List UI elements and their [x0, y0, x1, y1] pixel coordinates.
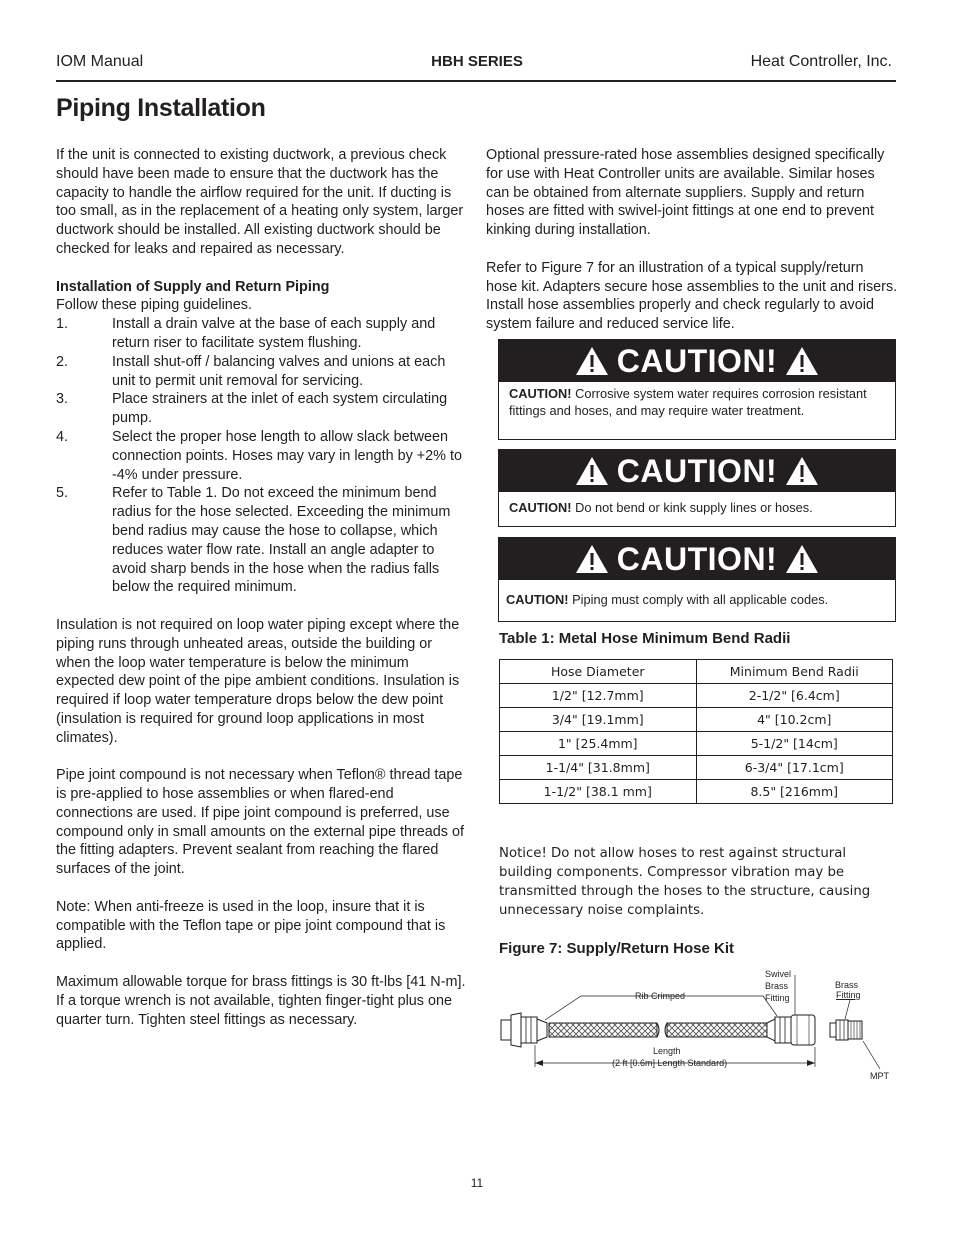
guideline-number: 1. [56, 316, 69, 333]
piping-subheading: Installation of Supply and Return Piping [56, 278, 330, 295]
hose-braid [667, 1023, 767, 1037]
table-cell: 3/4" [19.1mm] [500, 708, 697, 732]
table-header-cell: Hose Diameter [500, 660, 697, 684]
brass-fitting [830, 1020, 862, 1040]
caution-message: Piping must comply with all applicable codes. [572, 592, 829, 607]
warning-triangle-icon [785, 346, 819, 376]
caution-label: CAUTION! [509, 386, 572, 401]
table-row [500, 756, 893, 780]
caution-label: CAUTION! [506, 592, 569, 607]
insulation-paragraph: Insulation is not required on loop water piping except where the piping runs through unheated areas, outside the building or when the loop water temperature is below the minimum expected dew point of the pipe ambient conditions. Insulation is required if loop water temperature drops below the dew point (insulation is required for ground loop applications in most climates). [56, 616, 460, 746]
left-column [56, 146, 470, 1029]
guideline-number: 4. [56, 428, 69, 445]
guideline-number: 2. [56, 353, 69, 370]
compound-paragraph: Pipe joint compound is not necessary when Teflon® thread tape is pre-applied to hose assemblies or when flared-end connections are used. If pipe joint compound is preferred, use compound only in small amounts on the external pipe threads of the fitting adapters. Prevent sealant from reaching the flared surfaces of the joint. [56, 767, 464, 878]
guidelines-intro: Follow these piping guidelines. [56, 297, 252, 314]
caution-box [498, 449, 896, 527]
antifreeze-paragraph: Note: When anti-freeze is used in the loop, insure that it is compatible with the Teflon tape or pipe joint compound that is applied. [56, 898, 446, 953]
caution-banner [499, 538, 895, 580]
table-header-row [500, 660, 893, 684]
page-title: Piping Installation [56, 94, 266, 122]
table-cell: 1-1/4" [31.8mm] [500, 756, 697, 780]
guideline-item [56, 353, 470, 391]
caution-label: CAUTION! [509, 500, 572, 515]
caution-heading: CAUTION! [616, 342, 778, 379]
guideline-item [56, 315, 470, 353]
left-end-fitting [501, 1013, 547, 1047]
table-row [500, 684, 893, 708]
caution-heading: CAUTION! [616, 540, 778, 577]
caution-text [499, 382, 895, 423]
warning-triangle-icon [575, 544, 609, 574]
guideline-number: 5. [56, 485, 69, 502]
caution-heading: CAUTION! [616, 452, 778, 489]
caution-banner [499, 450, 895, 492]
table-cell: 2-1/2" [6.4cm] [696, 684, 893, 708]
table-row [500, 732, 893, 756]
header-company-label: Heat Controller, Inc. [750, 53, 892, 70]
hose-braid [549, 1023, 657, 1037]
brass-fitting-label: Brass [835, 980, 859, 990]
guideline-text: Install a drain valve at the base of each supply and return riser to facilitate system flushing. [112, 316, 436, 351]
caution-banner [499, 340, 895, 382]
table-cell: 5-1/2" [14cm] [696, 732, 893, 756]
notice-paragraph: Notice! Do not allow hoses to rest against structural building components. Compressor vibration may be transmitted through the hoses to the structure, causing unnecessary noise complaints. [499, 846, 871, 918]
table-row [500, 780, 893, 804]
torque-paragraph: Maximum allowable torque for brass fittings is 30 ft-lbs [41 N-m]. If a torque wrench is not available, tighten finger-tight plus one quarter turn. Tighten steel fittings as necessary. [56, 974, 466, 1028]
header-manual-label: IOM Manual [56, 53, 144, 70]
table-header-cell: Minimum Bend Radii [696, 660, 893, 684]
warning-triangle-icon [575, 346, 609, 376]
caution-message: Corrosive system water requires corrosion resistant fittings and hoses, and may require water treatment. [509, 386, 867, 418]
length-label: Length [653, 1046, 681, 1056]
hoses-paragraph: Optional pressure-rated hose assemblies designed specifically for use with Heat Controller units are available. Similar hoses can be obtained from alternate suppliers. Supply and return hoses are fitted with swivel-joint fittings at one end to prevent kinking during installation. [486, 147, 885, 239]
header-series-label: HBH SERIES [431, 53, 523, 70]
brass-fitting-label: Fitting [836, 990, 861, 1000]
right-column [486, 146, 898, 334]
swivel-label: Brass [765, 981, 789, 991]
header-rule [56, 80, 896, 82]
mpt-label: MPT [870, 1071, 889, 1081]
guideline-text: Select the proper hose length to allow slack between connection points. Hoses may vary in length by +2% to -4% under pressure. [112, 428, 462, 483]
swivel-label: Swivel [765, 969, 792, 979]
table-cell: 1/2" [12.7mm] [500, 684, 697, 708]
swivel-fitting [767, 1015, 815, 1045]
table-cell: 8.5" [216mm] [696, 780, 893, 804]
caution-text [499, 492, 895, 521]
bend-radii-table [499, 659, 893, 804]
caution-text [499, 580, 895, 613]
swivel-label: Fitting [765, 993, 790, 1003]
guideline-item [56, 390, 470, 428]
guideline-item [56, 484, 470, 597]
guideline-number: 3. [56, 391, 69, 408]
table-cell: 4" [10.2cm] [696, 708, 893, 732]
warning-triangle-icon [785, 456, 819, 486]
length-standard-label: (2 ft [0.6m] Length Standard) [612, 1058, 728, 1068]
guideline-item [56, 428, 470, 484]
caution-box [498, 537, 896, 622]
table-cell: 6-3/4" [17.1cm] [696, 756, 893, 780]
table-cell: 1-1/2" [38.1 mm] [500, 780, 697, 804]
intro-paragraph: If the unit is connected to existing ductwork, a previous check should have been made to ensure that the ductwork has the capacity to handle the airflow required for the unit. If ducting is too small, as in the replacement of a heating only system, larger ductwork should be installed. All existing ductwork should be checked for leaks and repaired as necessary. [56, 147, 464, 257]
caution-box [498, 339, 896, 440]
table-cell: 1" [25.4mm] [500, 732, 697, 756]
guideline-text: Place strainers at the inlet of each system circulating pump. [112, 391, 448, 427]
guideline-text: Install shut-off / balancing valves and unions at each unit to permit unit removal for servicing. [112, 353, 446, 389]
table-title: Table 1: Metal Hose Minimum Bend Radii [499, 630, 791, 647]
page-number: 11 [470, 1176, 484, 1190]
warning-triangle-icon [785, 544, 819, 574]
figure-title: Figure 7: Supply/Return Hose Kit [499, 940, 735, 957]
caution-message: Do not bend or kink supply lines or hoses. [575, 500, 813, 515]
guideline-text: Refer to Table 1. Do not exceed the minimum bend radius for the hose selected. Exceeding the minimum bend radius may cause the hose to collapse, which reduces water flow rate. Install an angle adapter to avoid sharp bends in the hose when the radius falls below the required minimum. [112, 485, 451, 596]
warning-triangle-icon [575, 456, 609, 486]
rib-crimped-label: Rib Crimped [635, 991, 686, 1001]
figure-ref-paragraph: Refer to Figure 7 for an illustration of a typical supply/return hose kit. Adapters secure hose assemblies to the unit and risers. Install hose assemblies properly and check regularly to avoid system failure and reduced service life. [486, 259, 898, 333]
table-row [500, 708, 893, 732]
